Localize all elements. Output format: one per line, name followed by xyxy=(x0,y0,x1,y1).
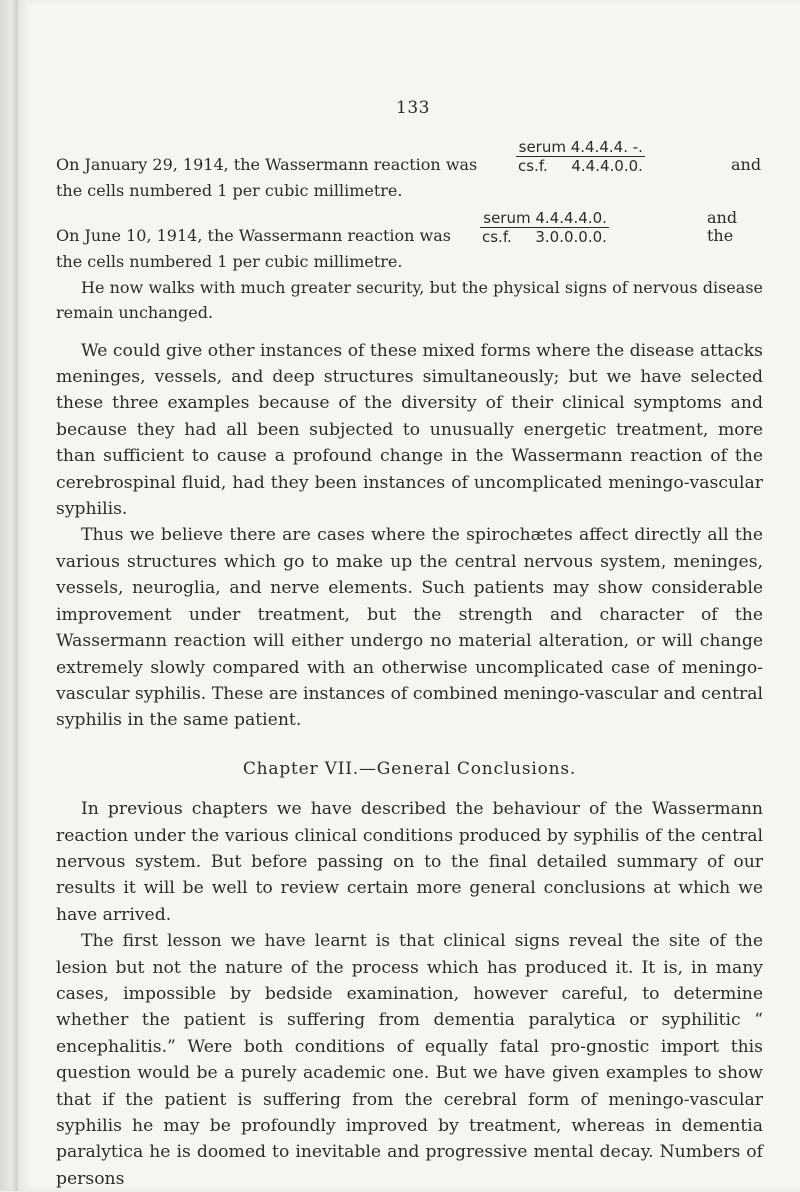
serum-values-1: serum 4.4.4.4. -. xyxy=(516,140,645,157)
csf-values-2 xyxy=(480,228,609,245)
page-binding xyxy=(0,0,18,1191)
csf-label-1: cs.f. xyxy=(518,157,548,175)
csf-value-2: 3.0.0.0.0. xyxy=(535,228,607,247)
wassermann-trail-2: and the xyxy=(707,208,738,246)
wassermann-trail-1: and xyxy=(731,155,762,174)
chapter-heading: Chapter VII.—General Conclusions. xyxy=(242,758,577,779)
wassermann-fraction-1 xyxy=(516,140,645,174)
wassermann-result-line-1 xyxy=(56,128,763,174)
page-number: 133 xyxy=(396,98,430,118)
wassermann-lead-1: On January 29, 1914, the Wassermann reaction was xyxy=(56,155,478,174)
serum-values-2: serum 4.4.4.4.0. xyxy=(480,211,609,228)
csf-values-1 xyxy=(516,157,645,174)
book-page xyxy=(18,0,800,1191)
wassermann-lead-2: On June 10, 1914, the Wassermann reaction was xyxy=(56,226,451,246)
csf-value-1: 4.4.4.0.0. xyxy=(571,157,643,175)
page-content xyxy=(56,128,763,1192)
csf-label-2: cs.f. xyxy=(482,228,512,247)
paragraph-mixed-forms: We could give other instances of these mixed forms where the disease attacks meninges, vessels, and deep structures simultaneously; but we have selected these three examples because of the diversity of their clinical symptoms and because they had all been subjected to unusually energetic treatment, more than sufficient to cause a profound change in the Wassermann reaction of the cerebrospinal fluid, had they been instances of uncomplicated meningo-vascular syphilis. xyxy=(56,340,763,520)
paragraph-first-lesson: The first lesson we have learnt is that clinical signs reveal the site of the lesion but not the nature of the process which has produced it. It is, in many cases, impossible by bedside examination, however careful, to determine whether the patient is suffering from dementia paralytica or syphilitic “ encephalitis.” Were both conditions of equally fatal pro-gnostic import this question would be a purely academic one. But we have given examples to show that if the patient is suffering from the cerebral form of meningo-vascular syphilis he may be profoundly improved by treatment, whereas in dementia paralytica he is doomed to inevitable and progressive mental decay. Numbers of persons xyxy=(56,931,763,1189)
main-body xyxy=(56,338,763,1192)
cells-count-line-1: the cells numbered 1 per cubic millimetre. xyxy=(56,181,403,200)
wassermann-result-line-2 xyxy=(56,203,763,245)
cells-count-line-2: the cells numbered 1 per cubic millimetre. xyxy=(56,252,403,272)
paragraph-walks: He now walks with much greater security, but the physical signs of nervous disease remain unchanged. xyxy=(56,277,763,323)
paragraph-spirochaetes: Thus we believe there are cases where the spirochætes affect directly all the various structures which go to make up the central nervous system, meninges, vessels, neuroglia, and nerve elements. Such patients may show considerable improvement under treatment, but the strength and character of the Wassermann reaction will either undergo no material alteration, or will change extremely slowly compared with an otherwise uncomplicated case of meningo-vascular syphilis. These are instances of combined meningo-vascular and central syphilis in the same patient. xyxy=(56,525,764,731)
wassermann-fraction-2 xyxy=(480,211,609,245)
paragraph-previous-chapters: In previous chapters we have described the behaviour of the Wassermann reaction under the various clinical conditions produced by syphilis of the central nervous system. But before passing on to the final detailed summary of our results it will be well to review certain more general conclusions at which we have arrived. xyxy=(56,799,763,925)
